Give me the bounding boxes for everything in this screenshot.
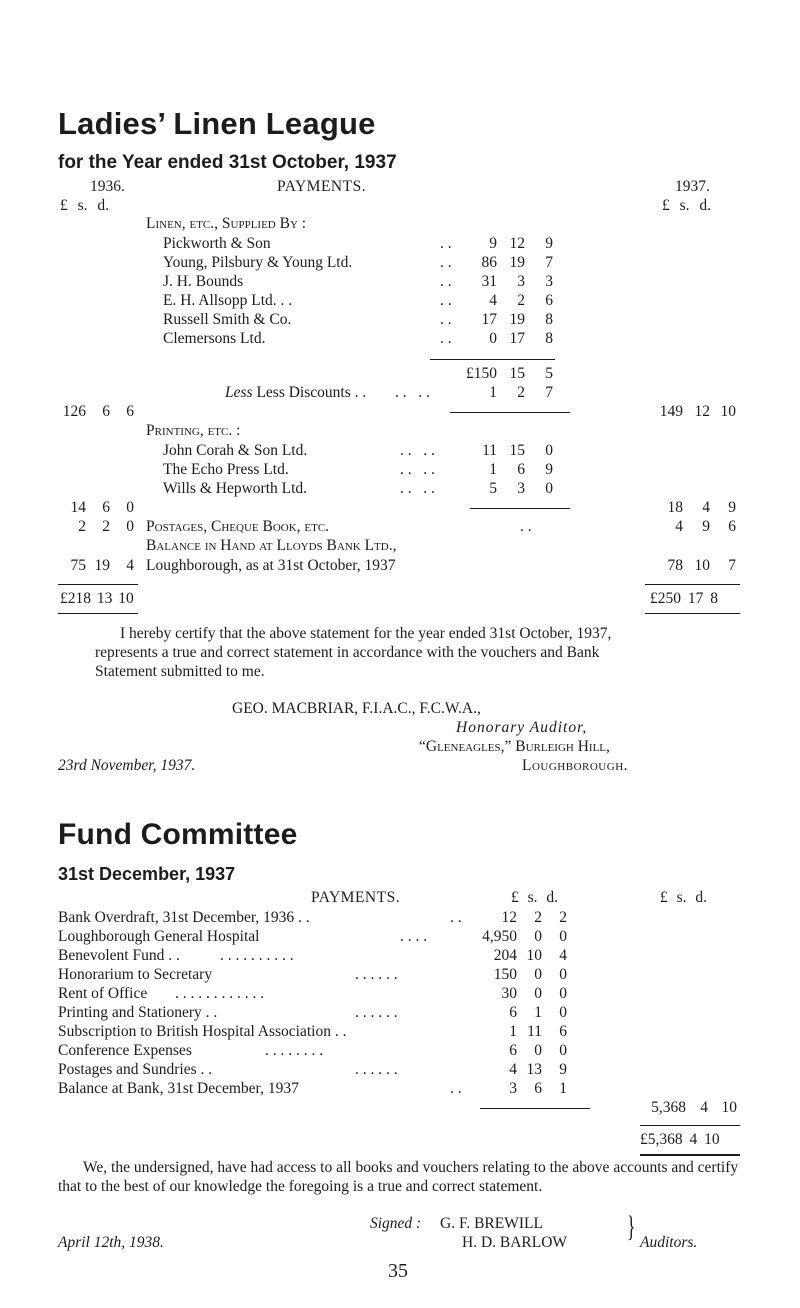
amount-pounds: 17 [481,311,497,328]
list-item: Balance at Bank, 31st December, 1937 [58,1080,299,1097]
amount-pence: 8 [545,311,553,328]
balance-1936-pounds: 75 [70,557,86,574]
linen-subtotal-shillings: 15 [509,365,525,382]
printing-1937-pounds: 18 [667,499,683,516]
printing-1936-pence: 0 [126,499,134,516]
amount-shillings: 0 [534,928,542,945]
leader-rule [470,508,570,509]
discounts-label: Less Less Discounts . . [225,384,367,401]
fund-subtotal-shillings: 4 [700,1099,708,1116]
discounts-pounds: 1 [489,384,497,401]
amount-shillings: 2 [517,292,525,309]
total-rule-bottom-left [58,613,138,614]
list-item: Pickworth & Son [163,235,271,252]
printing-1936-pounds: 14 [70,499,86,516]
amount-pounds: 3 [509,1080,517,1097]
linen-subtotal-pounds: £150 [466,365,497,382]
auditor-address: “Gleneagles,” Burleigh Hill, [419,738,610,755]
amount-shillings: 19 [509,311,525,328]
linen-1936-pounds: 126 [62,403,86,420]
linen-1936-shillings: 6 [102,403,110,420]
amount-pence: 0 [545,442,553,459]
signer-2: H. D. BARLOW [462,1234,568,1251]
fund-lsd2-heading: £ s. d. [660,889,708,906]
certify-date: 23rd November, 1937. [58,757,196,774]
page-number: 35 [388,1260,408,1282]
list-item: Subscription to British Hospital Association . . [58,1023,347,1040]
payments-heading: PAYMENTS. [277,178,367,195]
fund-total: £5,368 4 10 [640,1131,720,1148]
amount-pounds: 4 [489,292,497,309]
certify-town: Loughborough. [522,757,629,774]
amount-pounds: 4,950 [482,928,517,945]
auditor-name: GEO. MACBRIAR, F.I.A.C., F.C.W.A., [232,700,481,717]
amount-pounds: 9 [489,235,497,252]
auditors-label: Auditors. [640,1234,698,1251]
lsd-right-heading: £ s. d. [662,197,712,214]
fund-total-rule-top [640,1125,740,1126]
leader-rule [480,1108,590,1109]
fund-total-rule-bottom [640,1154,740,1156]
amount-shillings: 13 [526,1061,542,1078]
amount-pence: 8 [545,330,553,347]
list-item: Russell Smith & Co. [163,311,292,328]
amount-pounds: 1 [509,1023,517,1040]
amount-pence: 6 [559,1023,567,1040]
amount-pence: 3 [545,273,553,290]
total-1936: £218 13 10 [60,590,134,607]
amount-pounds: 150 [493,966,517,983]
amount-shillings: 1 [534,1004,542,1021]
amount-shillings: 0 [534,966,542,983]
list-item: Benevolent Fund . . [58,947,180,964]
brace-icon: } [626,1210,636,1243]
linen-1937-pence: 10 [720,403,736,420]
amount-pence: 0 [559,985,567,1002]
total-1937: £250 17 8 [650,590,718,607]
linen-1936-pence: 6 [126,403,134,420]
amount-shillings: 6 [517,461,525,478]
amount-pence: 9 [545,461,553,478]
signer-1: G. F. BREWILL [440,1215,543,1232]
discounts-pence: 7 [545,384,553,401]
amount-pounds: 204 [493,947,517,964]
list-item: Postages and Sundries . . [58,1061,213,1078]
balance-1936-shillings: 19 [94,557,110,574]
amount-shillings: 3 [517,480,525,497]
amount-shillings: 17 [509,330,525,347]
printing-1936-shillings: 6 [102,499,110,516]
amount-pence: 0 [545,480,553,497]
amount-pounds: 1 [489,461,497,478]
amount-pounds: 5 [489,480,497,497]
fund-date: April 12th, 1938. [58,1234,164,1251]
fund-lsd-heading: £ s. d. [511,889,559,906]
discounts-shillings: 2 [517,384,525,401]
total-rule-bottom-right [645,613,740,614]
amount-pounds: 0 [489,330,497,347]
postages-1936-pence: 0 [126,518,134,535]
amount-pounds: 31 [481,273,497,290]
list-item: Clemersons Ltd. [163,330,266,347]
list-item: E. H. Allsopp Ltd. . . [163,292,293,309]
col-1937-heading: 1937. [675,178,710,195]
amount-pence: 0 [559,928,567,945]
list-item: The Echo Press Ltd. [163,461,289,478]
balance-1936-pence: 4 [126,557,134,574]
amount-shillings: 12 [509,235,525,252]
amount-shillings: 11 [527,1023,542,1040]
amount-shillings: 0 [534,985,542,1002]
amount-pence: 6 [545,292,553,309]
list-item: Honorarium to Secretary [58,966,213,983]
amount-shillings: 15 [509,442,525,459]
signed-label: Signed : [370,1215,422,1232]
fund-subtotal-pence: 10 [721,1099,737,1116]
list-item: Young, Pilsbury & Young Ltd. [163,254,353,271]
fund-subtotal-pounds: 5,368 [651,1099,686,1116]
amount-pounds: 6 [509,1042,517,1059]
amount-pence: 2 [559,909,567,926]
postages-1936-shillings: 2 [102,518,110,535]
leader-rule [450,412,570,413]
postages-label: Postages, Cheque Book, etc. [146,518,330,535]
lsd-left-heading: £ s. d. [60,197,110,214]
amount-shillings: 19 [509,254,525,271]
list-item: Conference Expenses [58,1042,192,1059]
balance-line1: Balance in Hand at Lloyds Bank Ltd., [146,537,397,554]
col-1936-heading: 1936. [90,178,125,195]
amount-shillings: 6 [534,1080,542,1097]
amount-pounds: 4 [509,1061,517,1078]
amount-shillings: 3 [517,273,525,290]
league-title: Ladies’ Linen League [58,106,376,141]
linen-heading: Linen, etc., Supplied By : [146,215,307,232]
amount-pence: 1 [559,1080,567,1097]
amount-pence: 0 [559,1042,567,1059]
amount-pence: 9 [545,235,553,252]
amount-shillings: 0 [534,1042,542,1059]
fund-title: Fund Committee [58,818,298,851]
amount-shillings: 10 [526,947,542,964]
balance-line2: Loughborough, as at 31st October, 1937 [146,557,396,574]
list-item: Bank Overdraft, 31st December, 1936 . . [58,909,310,926]
amount-pence: 0 [559,1004,567,1021]
amount-pounds: 11 [482,442,497,459]
balance-1937-pence: 7 [728,557,736,574]
auditor-role: Honorary Auditor, [456,719,588,736]
printing-1937-shillings: 4 [702,499,710,516]
amount-shillings: 2 [534,909,542,926]
total-rule-top-left [58,584,138,585]
postages-1936-pounds: 2 [78,518,86,535]
amount-pounds: 6 [509,1004,517,1021]
fund-statement: We, the undersigned, have had access to all books and vouchers relating to the above accounts and certify that to the best of our knowledge the foregoing is a true and correct statement. [58,1159,739,1195]
list-item: Printing and Stationery . . [58,1004,218,1021]
postages-1937-pounds: 4 [675,518,683,535]
league-subtitle: for the Year ended 31st October, 1937 [58,152,397,173]
postages-1937-pence: 6 [728,518,736,535]
linen-1937-pounds: 149 [659,403,683,420]
list-item: John Corah & Son Ltd. [163,442,308,459]
fund-subtitle: 31st December, 1937 [58,864,236,884]
amount-pounds: 86 [481,254,497,271]
amount-pence: 7 [545,254,553,271]
amount-pence: 4 [559,947,567,964]
amount-pence: 9 [559,1061,567,1078]
list-item: Loughborough General Hospital [58,928,260,945]
printing-1937-pence: 9 [728,499,736,516]
amount-pounds: 12 [501,909,517,926]
list-item: Wills & Hepworth Ltd. [163,480,308,497]
subtotal-rule [430,359,555,360]
amount-pence: 0 [559,966,567,983]
linen-subtotal-pence: 5 [545,365,553,382]
list-item: J. H. Bounds [163,273,244,290]
list-item: Rent of Office [58,985,148,1002]
balance-1937-pounds: 78 [667,557,683,574]
printing-heading: Printing, etc. : [146,422,241,439]
total-rule-top-right [645,584,740,585]
fund-payments-heading: PAYMENTS. [311,889,401,906]
amount-pounds: 30 [501,985,517,1002]
certify-paragraph: I hereby certify that the above statement for the year ended 31st October, 1937, represents a true and correct statement in accordance with the vouchers and Bank Statement submitted to me. [95,625,612,680]
postages-1937-shillings: 9 [702,518,710,535]
linen-1937-shillings: 12 [694,403,710,420]
balance-1937-shillings: 10 [694,557,710,574]
